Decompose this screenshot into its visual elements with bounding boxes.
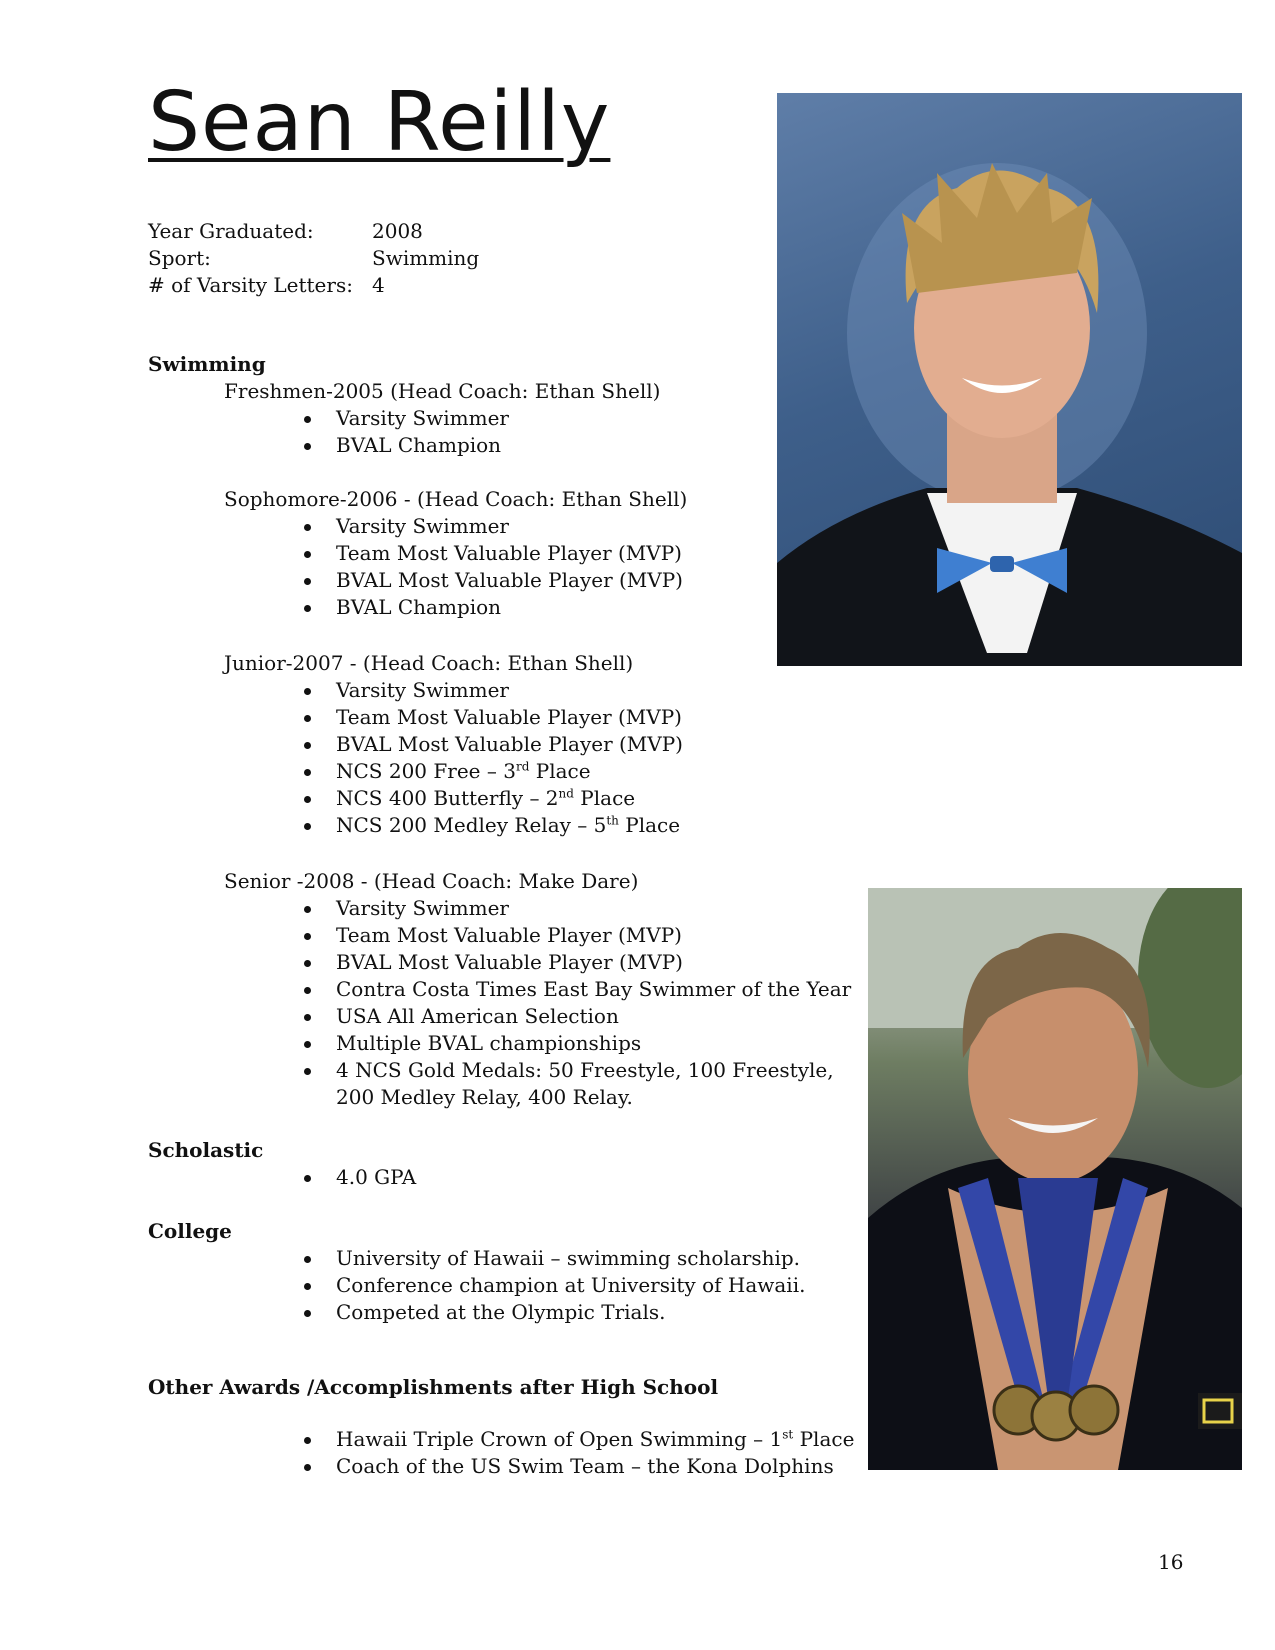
ordinal-suffix: rd: [515, 759, 530, 774]
list-item: Multiple BVAL championships: [224, 1030, 851, 1057]
season-sophomore: [224, 486, 687, 621]
list-item: University of Hawaii – swimming scholarship.: [224, 1245, 805, 1272]
info-row-sport: [148, 245, 479, 272]
list-item: [224, 812, 683, 839]
item-text: Hawaii Triple Crown of Open Swimming – 1: [336, 1427, 783, 1451]
list-item: USA All American Selection: [224, 1003, 851, 1030]
list-item: Varsity Swimmer: [224, 513, 687, 540]
item-text: Place: [573, 786, 636, 810]
item-text-continued: 200 Medley Relay, 400 Relay.: [336, 1085, 633, 1109]
item-text: NCS 400 Butterfly – 2: [336, 786, 559, 810]
list-item: BVAL Champion: [224, 432, 660, 459]
item-text: Place: [529, 759, 591, 783]
list-item: BVAL Most Valuable Player (MVP): [224, 949, 851, 976]
list-item: [224, 1057, 851, 1111]
medals-illustration: [868, 888, 1242, 1470]
info-value: Swimming: [372, 246, 480, 270]
season-freshmen: [224, 378, 660, 459]
info-label: # of Varsity Letters:: [148, 273, 353, 297]
list-item: Team Most Valuable Player (MVP): [224, 922, 851, 949]
list-item: [224, 1426, 854, 1453]
section-heading-scholastic: Scholastic: [148, 1138, 264, 1162]
info-table: [148, 218, 479, 299]
list-item: BVAL Most Valuable Player (MVP): [224, 567, 687, 594]
info-label: Year Graduated:: [148, 219, 314, 243]
list-item: BVAL Most Valuable Player (MVP): [224, 731, 683, 758]
item-text: Place: [793, 1427, 855, 1451]
list-item: Team Most Valuable Player (MVP): [224, 704, 683, 731]
list-item: [224, 758, 683, 785]
list-item: Contra Costa Times East Bay Swimmer of the Year: [224, 976, 851, 1003]
bullet-list-scholastic: [224, 1164, 416, 1191]
info-label: Sport:: [148, 246, 211, 270]
info-row-year: [148, 218, 479, 245]
season-title: Freshmen-2005 (Head Coach: Ethan Shell): [224, 379, 661, 403]
ordinal-suffix: st: [782, 1427, 794, 1442]
season-junior: [224, 650, 683, 839]
item-text: NCS 200 Medley Relay – 5: [336, 813, 607, 837]
bullet-list: [224, 895, 851, 1111]
info-value: 2008: [372, 219, 423, 243]
portrait-photo: [777, 93, 1242, 666]
season-title: Sophomore-2006 - (Head Coach: Ethan Shell): [224, 487, 688, 511]
list-item: Team Most Valuable Player (MVP): [224, 540, 687, 567]
list-item: BVAL Champion: [224, 594, 687, 621]
medals-photo: [868, 888, 1242, 1470]
bullet-list-other: [224, 1426, 854, 1480]
section-heading-college: College: [148, 1219, 232, 1243]
info-row-letters: [148, 272, 479, 299]
list-item: Coach of the US Swim Team – the Kona Dolphins: [224, 1453, 854, 1480]
season-title: Junior-2007 - (Head Coach: Ethan Shell): [224, 651, 634, 675]
portrait-illustration: [777, 93, 1242, 666]
list-item: 4.0 GPA: [224, 1164, 416, 1191]
page-title: Sean Reilly: [148, 75, 611, 170]
ordinal-suffix: nd: [558, 786, 574, 801]
list-item: Competed at the Olympic Trials.: [224, 1299, 805, 1326]
item-text: 4 NCS Gold Medals: 50 Freestyle, 100 Freestyle,: [336, 1058, 834, 1082]
bullet-list-college: [224, 1245, 805, 1326]
list-item: Varsity Swimmer: [224, 405, 660, 432]
list-item: Varsity Swimmer: [224, 677, 683, 704]
item-text: Place: [618, 813, 681, 837]
section-heading-swimming: Swimming: [148, 352, 266, 376]
section-heading-other-awards: Other Awards /Accomplishments after High School: [148, 1375, 719, 1399]
season-senior: [224, 868, 851, 1111]
list-item: Varsity Swimmer: [224, 895, 851, 922]
info-value: 4: [372, 273, 385, 297]
bullet-list: [224, 513, 687, 621]
bullet-list: [224, 677, 683, 839]
page-number: 16: [1158, 1550, 1184, 1574]
list-item: Conference champion at University of Hawaii.: [224, 1272, 805, 1299]
list-item: [224, 785, 683, 812]
bullet-list: [224, 405, 660, 459]
season-title: Senior -2008 - (Head Coach: Make Dare): [224, 869, 639, 893]
item-text: NCS 200 Free – 3: [336, 759, 516, 783]
ordinal-suffix: th: [606, 813, 619, 828]
